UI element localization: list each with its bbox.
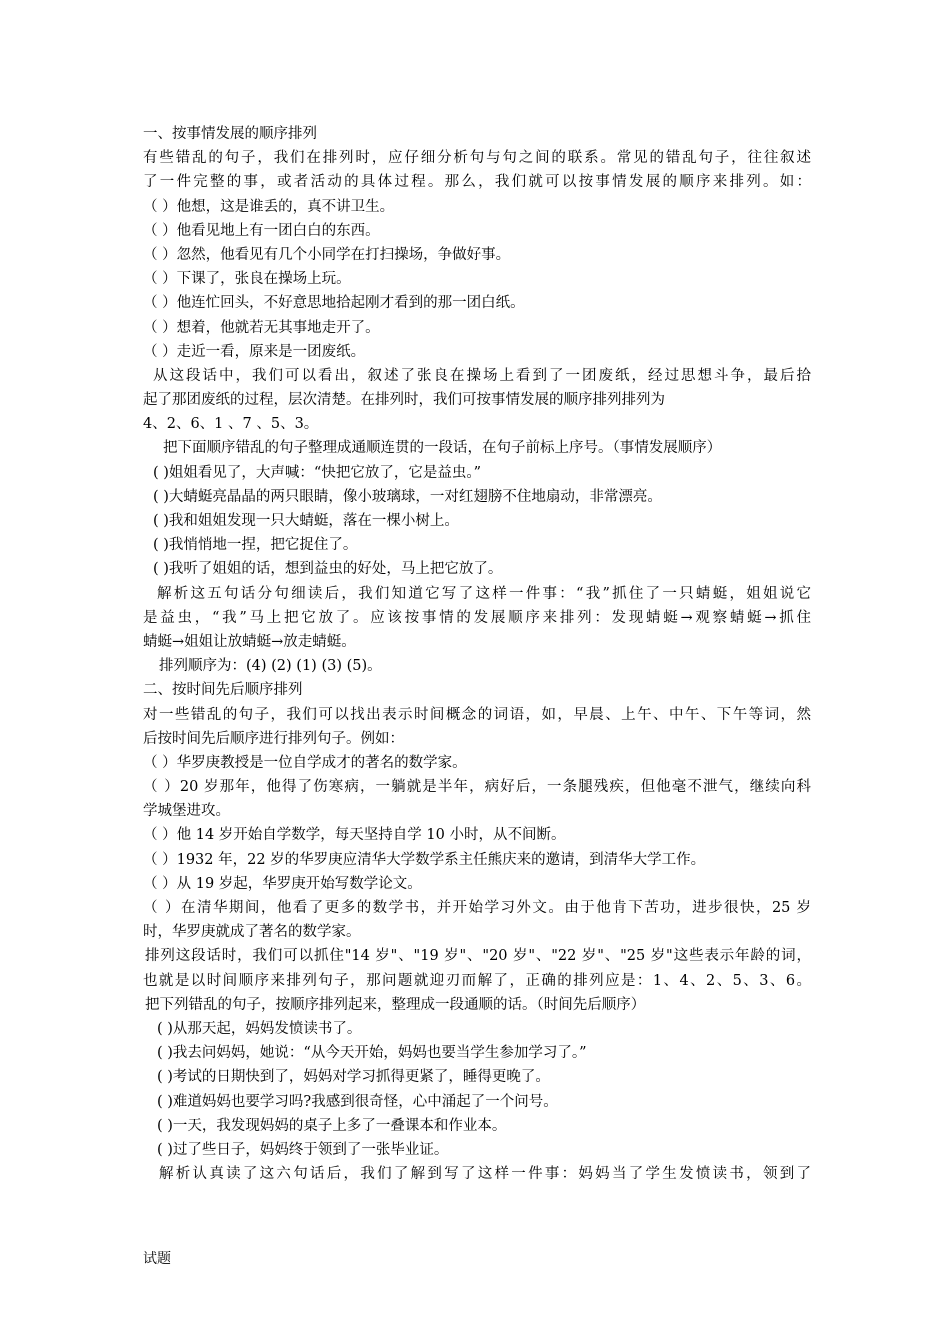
text-line: （ ）华罗庚教授是一位自学成才的著名的数学家。: [143, 754, 467, 771]
text-line: 解析认真读了这六句话后，我们了解到写了这样一件事：妈妈当了学生发愤读书，领到了: [159, 1166, 811, 1183]
text-line: （ ）忽然，他看见有几个小同学在打扫操场，争做好事。: [143, 246, 511, 263]
text-line: （ ）1932 年，22 岁的华罗庚应清华大学数学系主任熊庆来的邀请，到清华大学工作。: [143, 851, 706, 868]
text-line: 一、按事情发展的顺序排列: [143, 126, 317, 142]
text-line: ( )难道妈妈也要学习吗?我感到很奇怪，心中涌起了一个问号。: [157, 1093, 558, 1110]
text-line: 学城堡进攻。: [143, 803, 230, 820]
text-line: 是益虫，“我”马上把它放了。应该按事情的发展顺序来排列：发现蜻蜓→观察蜻蜓→抓住: [143, 609, 811, 626]
text-line: （ ）他 14 岁开始自学数学，每天坚持自学 10 小时，从不间断。: [143, 827, 566, 844]
page-footer: 试题: [143, 1251, 171, 1267]
text-line: （ ）从 19 岁起，华罗庚开始写数学论文。: [143, 875, 422, 892]
text-line: （ ）在清华期间，他看了更多的数学书，并开始学习外文。由于他肯下苦功，进步很快，25 岁: [143, 900, 811, 916]
text-line: 从这段话中，我们可以看出，叙述了张良在操场上看到了一团废纸，经过思想斗争，最后拾: [153, 367, 811, 384]
text-line: ( )姐姐看见了，大声喊：“快把它放了，它是益虫。”: [153, 464, 481, 481]
text-line: ( )过了些日子，妈妈终于领到了一张毕业证。: [157, 1141, 449, 1158]
text-line: （ ）想着，他就若无其事地走开了。: [143, 319, 380, 336]
text-line: （ ）下课了，张良在操场上玩。: [143, 271, 351, 288]
text-line: ( )我悄悄地一捏，把它捉住了。: [153, 537, 358, 554]
text-line: 起了那团废纸的过程，层次清楚。在排列时，我们可按事情发展的顺序排列排列为: [143, 392, 665, 409]
text-line: 对一些错乱的句子，我们可以找出表示时间概念的词语，如，早晨、上午、中午、下午等词，然: [143, 706, 811, 723]
text-line: 排列顺序为：(4) (2) (1) (3) (5)。: [159, 658, 382, 675]
text-line: ( )我去问妈妈，她说：“从今天开始，妈妈也要当学生参加学习了。”: [157, 1045, 587, 1062]
text-line: ( )考试的日期快到了，妈妈对学习抓得更紧了，睡得更晚了。: [157, 1069, 550, 1086]
text-line: （ ）他看见地上有一团白白的东西。: [143, 222, 380, 239]
text-line: 也就是以时间顺序来排列句子，那问题就迎刃而解了，正确的排列应是：1、4、2、5、3、6。: [143, 972, 811, 989]
text-line: 了一件完整的事，或者活动的具体过程。那么，我们就可以按事情发展的顺序来排列。如：: [143, 174, 811, 191]
text-line: 二、按时间先后顺序排列: [143, 682, 303, 699]
text-line: ( )从那天起，妈妈发愤读书了。: [157, 1020, 362, 1037]
text-line: （ ）走近一看，原来是一团废纸。: [143, 343, 366, 360]
text-line: 后按时间先后顺序进行排列句子。例如：: [143, 730, 404, 747]
text-line: 4、2、6、1 、7 、5、3。: [143, 416, 319, 433]
text-line: 蜻蜓→姐姐让放蜻蜓→放走蜻蜓。: [143, 633, 356, 650]
text-line: 解析这五句话分句细读后，我们知道它写了这样一件事：“我”抓住了一只蜻蜓，姐姐说它: [157, 585, 811, 602]
text-line: 时，华罗庚就成了著名的数学家。: [143, 924, 361, 941]
text-line: 排列这段话时，我们可以抓住"14 岁"、"19 岁"、"20 岁"、"22 岁"、"25 岁"这些表示年龄的词，: [145, 948, 811, 965]
text-line: ( )我和姐姐发现一只大蜻蜓，落在一棵小树上。: [153, 513, 459, 529]
document-body: [143, 122, 811, 1186]
text-line: ( )我听了姐姐的话，想到益虫的好处，马上把它放了。: [153, 561, 503, 578]
text-line: （ ）他连忙回头，不好意思地拾起刚才看到的那一团白纸。: [143, 295, 525, 312]
text-line: 把下列错乱的句子，按顺序排列起来，整理成一段通顺的话。（时间先后顺序）: [145, 996, 646, 1013]
text-line: ( )大蜻蜓亮晶晶的两只眼睛，像小玻璃球，一对红翅膀不住地扇动，非常漂亮。: [153, 488, 662, 505]
text-line: 有些错乱的句子，我们在排列时，应仔细分析句与句之间的联系。常见的错乱句子，往往叙述: [143, 150, 811, 167]
text-line: ( )一天，我发现妈妈的桌子上多了一叠课本和作业本。: [157, 1117, 507, 1134]
text-line: 把下面顺序错乱的句子整理成通顺连贯的一段话，在句子前标上序号。（事情发展顺序）: [163, 440, 722, 457]
text-line: （ ）20 岁那年，他得了伤寒病，一躺就是半年，病好后，一条腿残疾，但他毫不泄气，继续向科: [143, 779, 811, 796]
text-line: （ ）他想，这是谁丢的，真不讲卫生。: [143, 198, 395, 215]
